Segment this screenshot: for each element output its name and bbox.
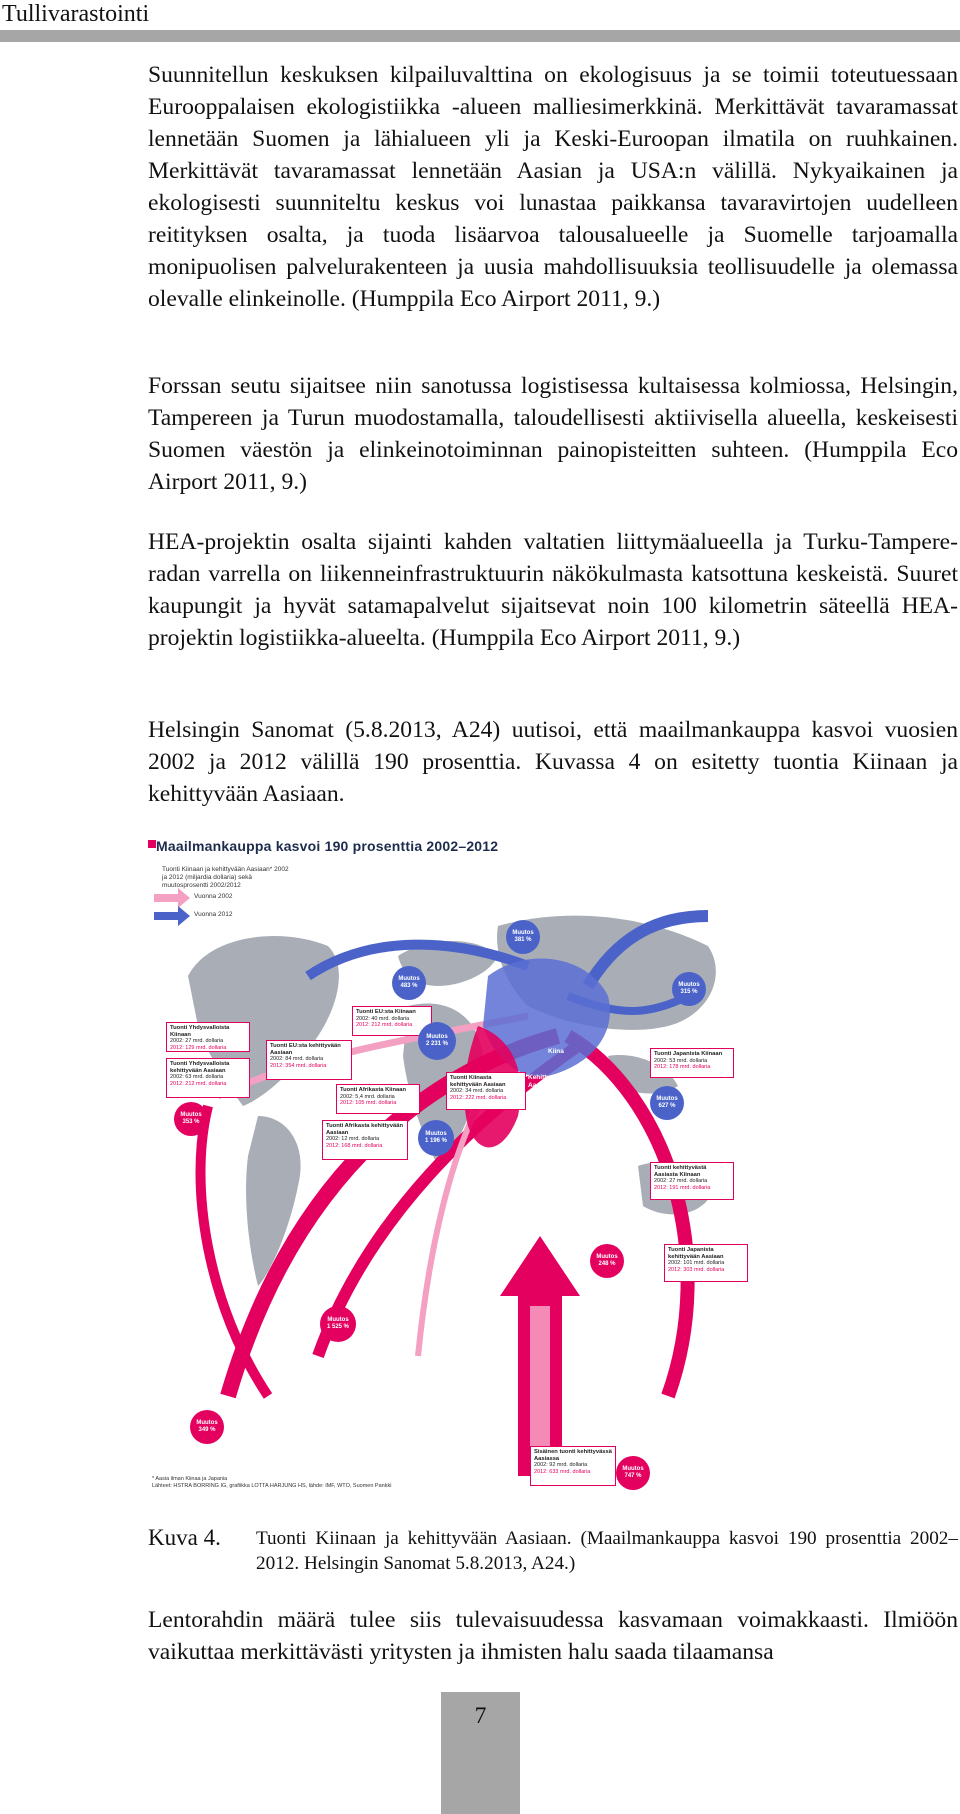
callout-2012: 2012: 191 mrd. dollaria: [654, 1184, 711, 1191]
callout-2012: 2012: 212 mrd. dollaria: [356, 1022, 413, 1029]
callout-title: Tuonti Yhdysvalloista kehittyvään Aasiaan: [170, 1061, 230, 1074]
callout-2012: 2012: 354 mrd. dollaria: [270, 1062, 327, 1069]
change-badge: Muutos 747 %: [616, 1456, 650, 1490]
callout-china-asia: [446, 1072, 526, 1110]
callout-internal-asia: [530, 1446, 616, 1486]
paragraph-4: Helsingin Sanomat (5.8.2013, A24) uutisoi, että maailmankauppa kasvoi vuosien 2002 ja 2012 välillä 190 prosenttia. Kuvassa 4 on esitetty tuontia Kiinaan ja kehittyvään Aasiaan.: [148, 717, 958, 807]
legend-2002: Vuonna 2002: [194, 893, 233, 900]
change-badge: Muutos 1 525 %: [320, 1306, 356, 1342]
callout-africa-china: [336, 1084, 420, 1114]
callout-2012: 2012: 178 mrd. dollaria: [654, 1064, 711, 1071]
legend-2012: Vuonna 2012: [194, 911, 233, 918]
callout-title: Tuonti EU:sta kehittyvään Aasiaan: [270, 1043, 341, 1056]
change-badge: Muutos 483 %: [392, 966, 426, 1000]
figure-source: Lähteet: HSTRA BORRING IG, grafiikka LOTTA HARJUNG HS, lähde: IMF, WTO, Suomen Pankki: [152, 1482, 392, 1489]
callout-2002: 2002: 34 mrd. dollaria: [450, 1088, 504, 1095]
callout-title: Tuonti Yhdysvalloista Kiinaan: [170, 1025, 230, 1038]
callout-2012: 2012: 168 mrd. dollaria: [326, 1142, 383, 1149]
change-badge: Muutos 349 %: [190, 1410, 224, 1444]
title-marker-icon: [148, 840, 156, 848]
callout-us-asia: [166, 1058, 250, 1098]
callout-2002: 2002: 12 mrd. dollaria: [326, 1136, 380, 1143]
callout-2012: 2012: 212 mrd. dollaria: [170, 1080, 227, 1087]
running-header: Tullivarastointi: [2, 1, 150, 27]
change-badge: Muutos 627 %: [650, 1086, 684, 1120]
callout-2012: 2012: 105 mrd. dollaria: [340, 1100, 397, 1107]
callout-2002: 2002: 27 mrd. dollaria: [170, 1038, 224, 1045]
change-badge: Muutos 1 196 %: [418, 1120, 454, 1156]
callout-title: Tuonti Afrikasta Kiinaan: [340, 1087, 407, 1093]
callout-2002: 2002: 5,4 mrd. dollaria: [340, 1093, 395, 1100]
region-label-developing-asia: Kehittyvä Aasia: [528, 1074, 558, 1089]
callout-asia-china: [650, 1162, 734, 1200]
callout-title: Tuonti kehittyvästä Aasiasta Kiinaan: [654, 1165, 707, 1178]
callout-africa-asia: [322, 1120, 408, 1160]
callout-2002: 2002: 53 mrd. dollaria: [654, 1057, 708, 1064]
figure-subtitle: Tuonti Kiinaan ja kehittyvään Aasiaan* 2002 ja 2012 (miljardia dollaria) sekä muutosprosentti 2002/2012: [162, 866, 289, 889]
callout-2002: 2002: 101 mrd. dollaria: [668, 1260, 725, 1267]
callout-2002: 2002: 92 mrd. dollaria: [534, 1462, 588, 1469]
callout-2012: 2012: 633 mrd. dollaria: [534, 1468, 591, 1475]
callout-japan-asia: [664, 1244, 748, 1282]
callout-2012: 2012: 222 mrd. dollaria: [450, 1094, 507, 1101]
callout-2002: 2002: 84 mrd. dollaria: [270, 1056, 324, 1063]
paragraph-1: Suunnitellun keskuksen kilpailuvalttina on ekologisuus ja se toimii toteutuessaan Eurooppalaisen ekologistiikka -alueen malliesimerkkinä. Merkittävät tavaramassat lennetään Suomen ja lähialueen yli ja Keski-Euroopan ilmatila on ruuhkainen. Merkittävät tavaramassat lennetään Aasian ja USA:n välillä. Nykyaikainen ja ekologisesti suunniteltu keskus voi lunastaa paikkansa tavaravirtojen uudelleen reitityksen osalta, ja tuoda lisäarvoa talousalueelle ja Suomelle tarjoamalla monipuolisen palvelurakenteen ja uusia mahdollisuuksia teollisuudelle ja olemassa olevalle elinkeinolle. (Humppila Eco Airport 2011, 9.): [148, 62, 958, 312]
change-badge: Muutos 353 %: [174, 1102, 208, 1136]
callout-title: Tuonti Kiinasta kehittyvään Aasiaan: [450, 1075, 506, 1088]
change-badge: Muutos 2 231 %: [418, 1022, 456, 1060]
figure-title: Maailmankauppa kasvoi 190 prosenttia 2002–2012: [156, 838, 499, 854]
change-badge: Muutos 315 %: [672, 972, 706, 1006]
callout-title: Tuonti Japanista kehittyvään Aasiaan: [668, 1247, 724, 1260]
callout-2002: 2002: 27 mrd. dollaria: [654, 1178, 708, 1185]
callout-title: Sisäinen tuonti kehittyvässä Aasiassa: [534, 1449, 612, 1462]
callout-japan-china: [650, 1048, 734, 1078]
callout-title: Tuonti Afrikasta kehittyvään Aasiaan: [326, 1123, 403, 1136]
callout-2002: 2002: 40 mrd. dollaria: [356, 1015, 410, 1022]
legend-arrows: [154, 888, 190, 926]
figure-title-box: [148, 838, 752, 860]
caption-text: Tuonti Kiinaan ja kehittyvään Aasiaan. (Maailmankauppa kasvoi 190 prosenttia 2002–2012. Helsingin Sanomat 5.8.2013, A24.): [256, 1528, 958, 1574]
callout-2012: 2012: 129 mrd. dollaria: [170, 1044, 227, 1051]
paragraph-5: Lentorahdin määrä tulee siis tulevaisuudessa kasvamaan voimakkaasti. Ilmiöön vaikuttaa merkittävästi yritysten ja ihmisten halu saada tilaamansa: [148, 1607, 958, 1665]
callout-title: Tuonti Japanista Kiinaan: [654, 1051, 723, 1057]
caption-label: Kuva 4.: [148, 1525, 221, 1550]
change-badge: Muutos 381 %: [506, 920, 540, 954]
callout-eu-asia: [266, 1040, 352, 1080]
paragraph-2: Forssan seutu sijaitsee niin sanotussa logistisessa kultaisessa kolmiossa, Helsingin, Tampereen ja Turun muodostamalla, taloudellisesti aktiivisella alueella, keskeisesti Suomen väestön ja elinkeinotoiminnan painopisteitten suhteen. (Humppila Eco Airport 2011, 9.): [148, 373, 958, 495]
callout-title: Tuonti EU:sta Kiinaan: [356, 1009, 416, 1015]
page-number: 7: [474, 1703, 487, 1729]
change-badge: Muutos 248 %: [590, 1244, 624, 1278]
header-rule: [0, 30, 960, 42]
callout-2002: 2002: 63 mrd. dollaria: [170, 1074, 224, 1081]
callout-2012: 2012: 303 mrd. dollaria: [668, 1266, 725, 1273]
paragraph-3: HEA-projektin osalta sijainti kahden valtatien liittymäalueella ja Turku-Tampere-radan varrella on liikenneinfrastruktuurin näkökulmasta katsottuna keskeistä. Suuret kaupungit ja hyvät satamapalvelut sijaitsevat noin 100 kilometrin säteellä HEA-projektin logistiikka-alueelta. (Humppila Eco Airport 2011, 9.): [148, 529, 958, 651]
region-label-china: Kiina: [548, 1048, 564, 1055]
figure-note: * Aasia ilman Kiinaa ja Japania: [152, 1476, 228, 1482]
callout-us-china: [166, 1022, 250, 1052]
figure-footnote: [152, 1476, 412, 1489]
